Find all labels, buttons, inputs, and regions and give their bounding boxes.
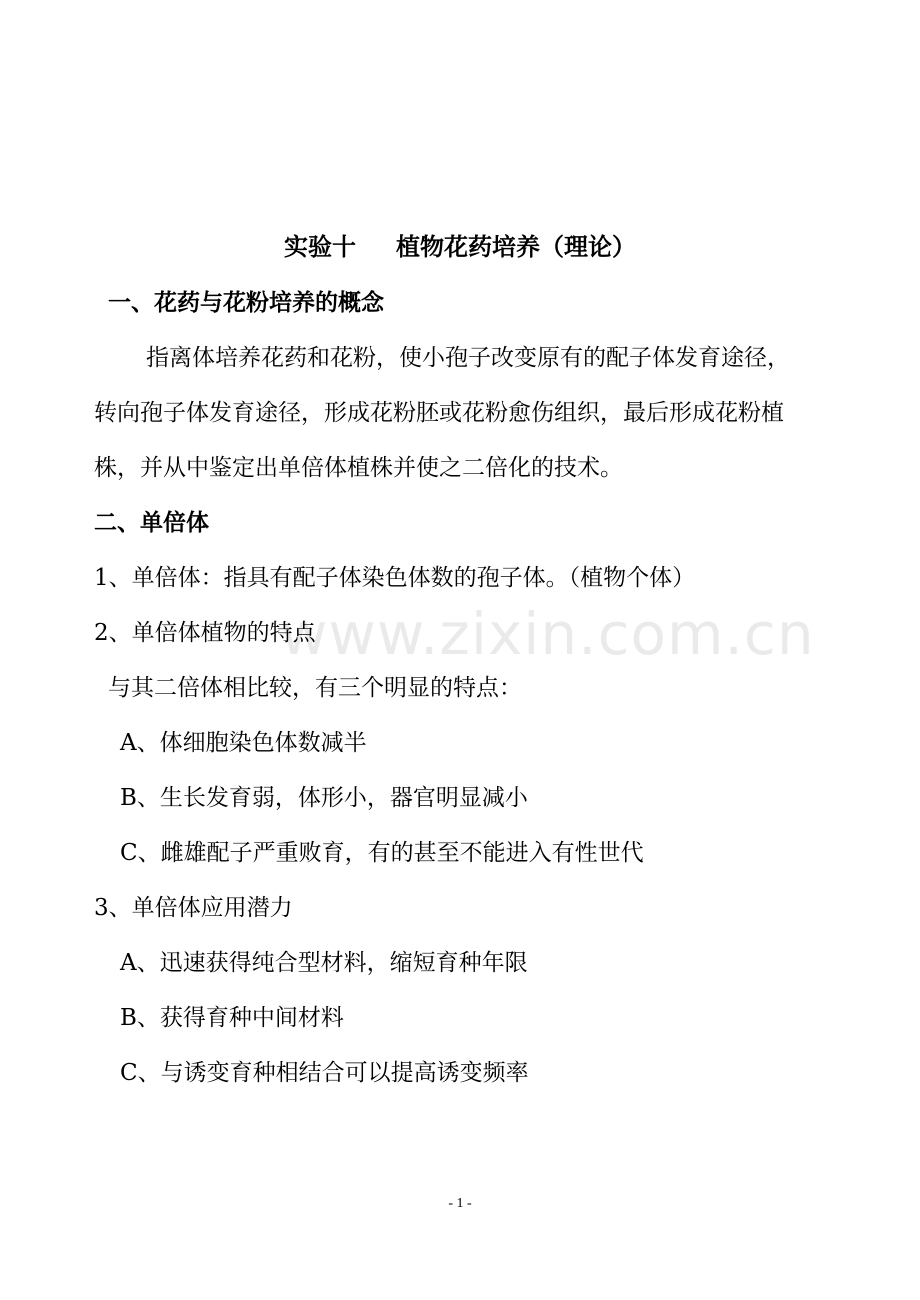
item2-point-a: A、体细胞染色体数减半	[120, 730, 367, 756]
title-part2: 植物花药培养（理论）	[396, 232, 636, 261]
item2-intro: 与其二倍体相比较，有三个明显的特点：	[108, 675, 522, 701]
section1-para-line1: 指离体培养花药和花粉，使小孢子改变原有的配子体发育途径，	[146, 345, 790, 371]
item3-point-a: A、迅速获得纯合型材料，缩短育种年限	[120, 950, 528, 976]
section2-heading: 二、单倍体	[94, 509, 209, 536]
item3-point-b: B、获得育种中间材料	[120, 1005, 344, 1031]
page-title	[0, 232, 920, 262]
watermark: www.zixin.com.cn	[280, 600, 815, 668]
section1-para-line2: 转向孢子体发育途径，形成花粉胚或花粉愈伤组织，最后形成花粉植	[94, 400, 784, 426]
item3-point-c: C、与诱变育种相结合可以提高诱变频率	[120, 1060, 529, 1086]
item1-definition: 1、单倍体：指具有配子体染色体数的孢子体。（植物个体）	[94, 565, 696, 591]
section1-para-line3: 株，并从中鉴定出单倍体植株并使之二倍化的技术。	[94, 455, 623, 481]
item3-heading: 3、单倍体应用潜力	[94, 895, 293, 921]
item2-heading: 2、单倍体植物的特点	[94, 620, 316, 646]
section1-heading: 一、花药与花粉培养的概念	[108, 289, 384, 316]
title-part1: 实验十	[284, 232, 356, 261]
item2-point-b: B、生长发育弱，体形小，器官明显减小	[120, 785, 528, 811]
item2-point-c: C、雌雄配子严重败育，有的甚至不能进入有性世代	[120, 840, 644, 866]
page-number: - 1 -	[448, 1196, 472, 1211]
